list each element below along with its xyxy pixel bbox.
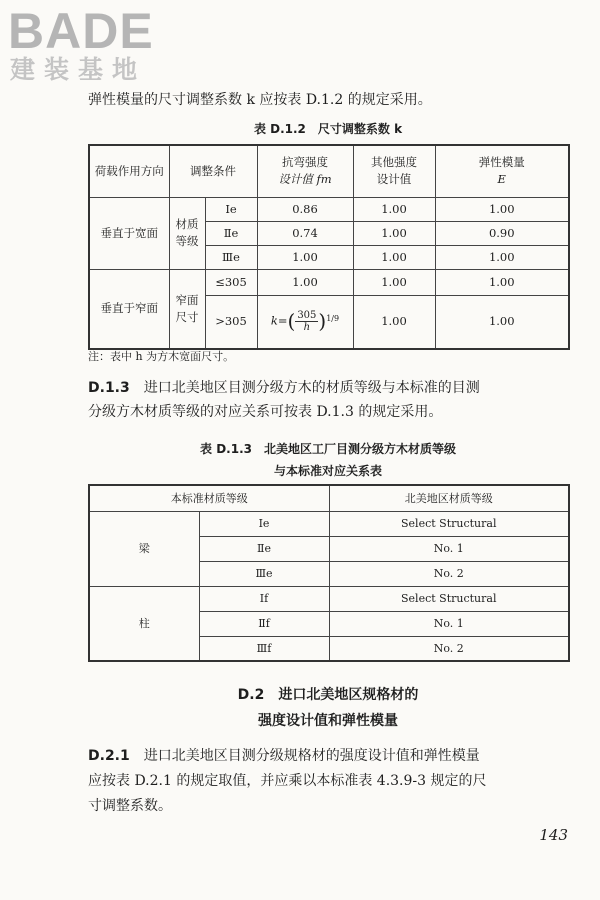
header-direction: 荷载作用方向: [89, 145, 169, 197]
table1-note: 注：表中 h 为方木宽面尺寸。: [88, 350, 235, 363]
table-grade-correspondence: [88, 484, 570, 662]
elastic-cell: 1.00: [435, 269, 569, 295]
other-cell: 1.00: [353, 269, 435, 295]
bending-cell: 1.00: [257, 269, 353, 295]
grade-cell: Ⅱe: [199, 536, 329, 561]
bending-cell: 0.74: [257, 221, 353, 245]
formula-paren-close: ): [318, 309, 327, 334]
group-column: 柱: [89, 586, 199, 661]
grade-cell: Ⅱe: [205, 221, 257, 245]
header-other: 其他强度 设计值: [353, 145, 435, 197]
other-cell: 1.00: [353, 245, 435, 269]
bending-cell: 1.00: [257, 245, 353, 269]
grade-cell: Ⅲe: [199, 561, 329, 586]
header-elastic: 弹性模量 E: [435, 145, 569, 197]
clause-d21: D.2.1 进口北美地区目测分级规格材的强度设计值和弹性模量 应按表 D.2.1 的规定取值，并应乘以本标准表 4.3.9-3 规定的尺 寸调整系数。: [88, 748, 487, 814]
elastic-cell: 0.90: [435, 221, 569, 245]
section-d2-heading: D.2 进口北美地区规格材的 强度设计值和弹性模量: [237, 687, 419, 729]
grade-cell: Ⅲf: [199, 636, 329, 661]
size-cell: ≤305: [205, 269, 257, 295]
elastic-cell: 1.00: [435, 295, 569, 349]
table2-caption: 表 D.1.3 北美地区工厂目测分级方木材质等级 与本标准对应关系表: [200, 442, 456, 478]
condition-size: 窄面 尺寸: [169, 269, 205, 349]
table1-caption: 表 D.1.2 尺寸调整系数 k: [253, 122, 403, 136]
na-grade-cell: Select Structural: [329, 511, 569, 536]
na-grade-cell: No. 2: [329, 561, 569, 586]
grade-cell: Ⅰf: [199, 586, 329, 611]
table-row: [89, 197, 569, 221]
formula-paren-open: (: [287, 309, 296, 334]
header-na-grade: 北美地区材质等级: [329, 485, 569, 511]
condition-grade: 材质 等级: [169, 197, 205, 269]
size-cell: >305: [205, 295, 257, 349]
clause-d13: D.1.3 进口北美地区目测分级方木的材质等级与本标准的目测 分级方木材质等级的对应关系可按表 D.1.3 的规定采用。: [88, 380, 480, 420]
grade-cell: Ⅲe: [205, 245, 257, 269]
na-grade-cell: Select Structural: [329, 586, 569, 611]
elastic-cell: 1.00: [435, 245, 569, 269]
logo-watermark: [8, 4, 178, 84]
na-grade-cell: No. 1: [329, 536, 569, 561]
elastic-cell: 1.00: [435, 197, 569, 221]
logo-text: BADE: [8, 3, 154, 59]
group-beam: 梁: [89, 511, 199, 586]
header-condition: 调整条件: [169, 145, 257, 197]
page-number: 143: [539, 826, 568, 844]
na-grade-cell: No. 1: [329, 611, 569, 636]
na-grade-cell: No. 2: [329, 636, 569, 661]
bending-cell: 0.86: [257, 197, 353, 221]
direction-wide-face: 垂直于宽面: [89, 197, 169, 269]
formula-prefix: k=: [270, 313, 288, 328]
formula-cell: [257, 295, 353, 349]
formula-fraction: $\frac{305}{h}$: [297, 310, 317, 334]
header-bending: 抗弯强度 设计值 fm: [257, 145, 353, 197]
table-size-adjustment: [88, 144, 570, 350]
clause-number: D.1.3: [88, 380, 130, 396]
formula-exponent: 1/9: [326, 314, 340, 324]
grade-cell: Ⅱf: [199, 611, 329, 636]
header-standard-grade: 本标准材质等级: [89, 485, 329, 511]
other-cell: 1.00: [353, 221, 435, 245]
table2-header-row: [89, 485, 569, 511]
table-row: [89, 511, 569, 536]
direction-narrow-face: 垂直于窄面: [89, 269, 169, 349]
table-row: [89, 586, 569, 611]
grade-cell: Ⅰe: [199, 511, 329, 536]
grade-cell: Ⅰe: [205, 197, 257, 221]
intro-paragraph: 弹性模量的尺寸调整系数 k 应按表 D.1.2 的规定采用。: [88, 92, 432, 108]
table1-header-row: [89, 145, 569, 197]
other-cell: 1.00: [353, 197, 435, 221]
logo-subtitle: 建装基地: [10, 55, 147, 84]
clause-number: D.2.1: [88, 748, 130, 764]
table-row: [89, 269, 569, 295]
other-cell: 1.00: [353, 295, 435, 349]
